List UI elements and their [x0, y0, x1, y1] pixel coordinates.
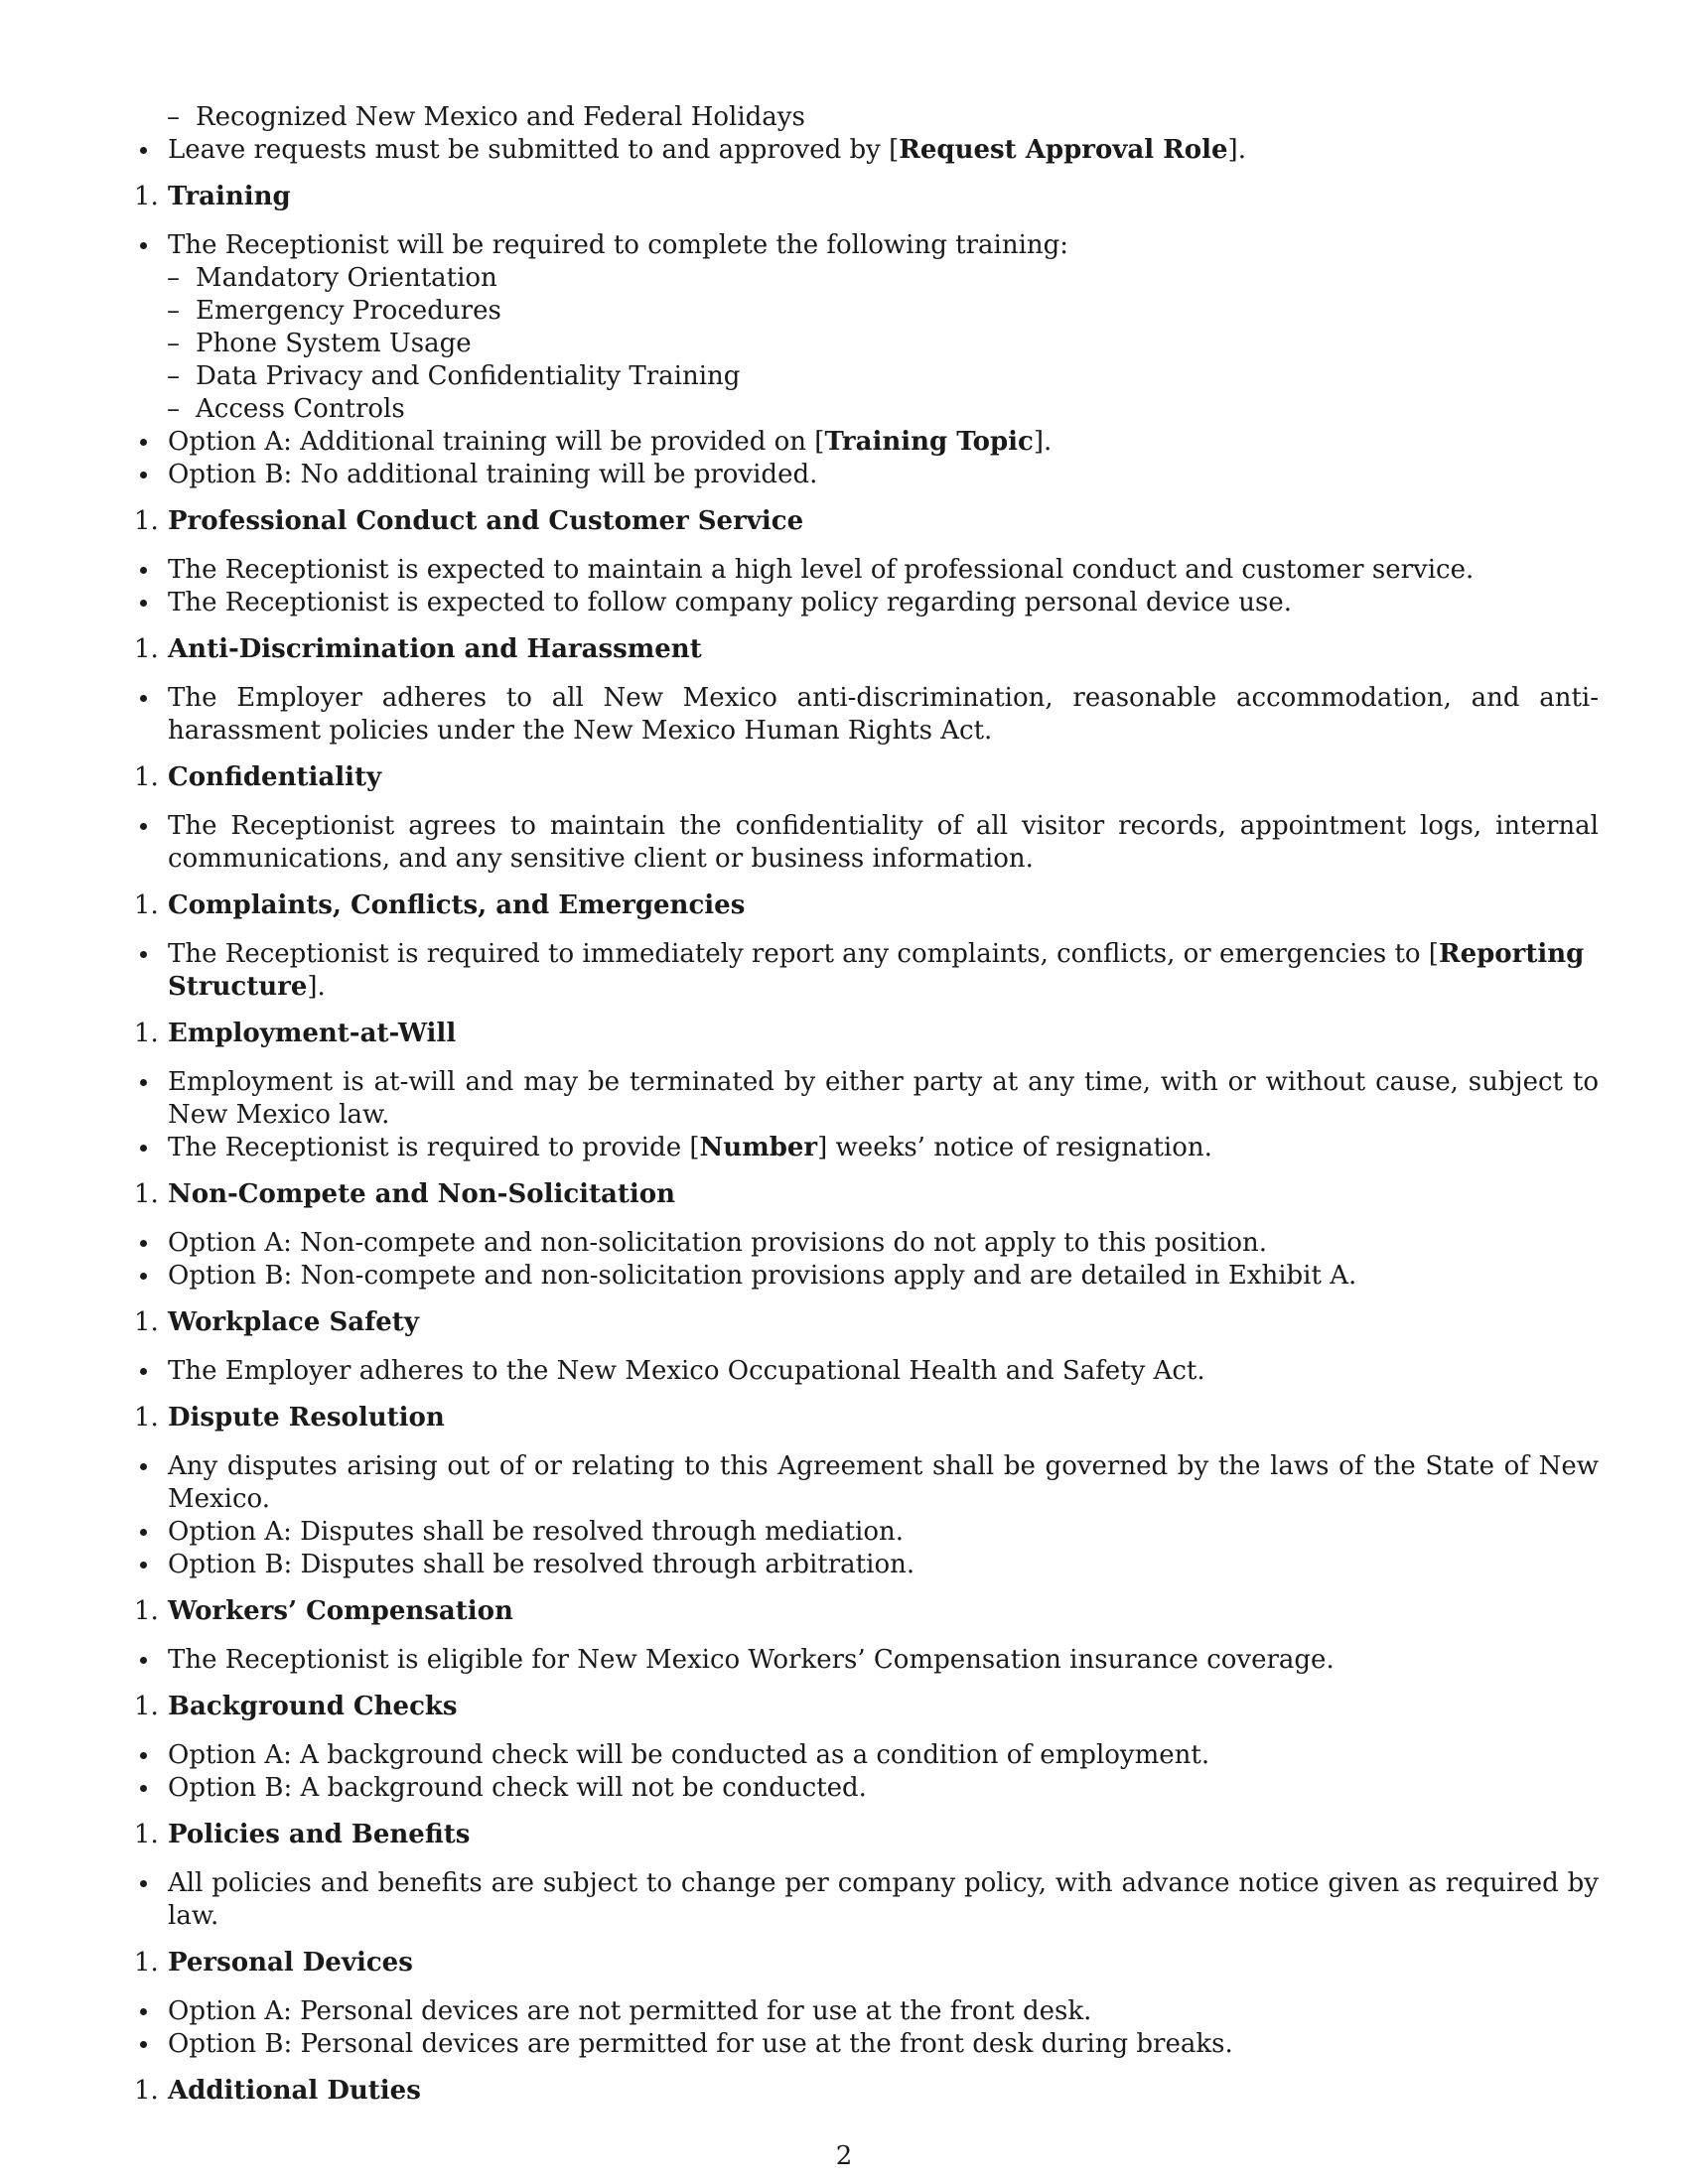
section-title: Personal Devices	[168, 1948, 413, 1978]
section-title: Dispute Resolution	[168, 1403, 445, 1433]
non-compete-list	[134, 1227, 1599, 1293]
section-heading-anti-discrimination: 1. Anti-Discrimination and Harassment	[134, 634, 702, 664]
employment-list	[134, 1066, 1599, 1164]
list-item: The Receptionist is eligible for New Mexico Workers’ Compensation insurance coverage.	[134, 1644, 1599, 1677]
list-item: Any disputes arising out of or relating to this Agreement shall be governed by the laws of the State of New Mexico.	[134, 1450, 1599, 1516]
section-title: Training	[168, 182, 291, 211]
list-item: – Emergency Procedures	[134, 295, 1599, 328]
list-item: Option B: Non-compete and non-solicitation provisions apply and are detailed in Exhibit A.	[134, 1260, 1599, 1293]
section-title: Non-Compete and Non-Solicitation	[168, 1179, 676, 1209]
leave-list	[134, 134, 1599, 167]
section-heading-training: 1. Training	[134, 182, 291, 211]
list-item: – Recognized New Mexico and Federal Holidays	[134, 101, 1599, 134]
section-heading-policies-benefits: 1. Policies and Benefits	[134, 1820, 471, 1849]
list-item: Option A: A background check will be conducted as a condition of employment.	[134, 1739, 1599, 1772]
section-heading-additional-duties: 1. Additional Duties	[134, 2076, 421, 2106]
list-item: The Receptionist will be required to complete the following training: – Mandatory Orientation – Emergency Procedures – Phone System Usage – Data Privacy and Confidentiality Training – Access Controls	[134, 229, 1599, 426]
section-heading-background-checks: 1. Background Checks	[134, 1692, 458, 1721]
list-item: – Phone System Usage	[134, 328, 1599, 360]
background-list	[134, 1739, 1599, 1805]
list-item: The Receptionist is expected to follow company policy regarding personal device use.	[134, 587, 1599, 619]
section-title: Additional Duties	[168, 2076, 421, 2106]
page-number: 2	[835, 2141, 853, 2171]
list-item: Option B: Disputes shall be resolved through arbitration.	[134, 1549, 1599, 1581]
compensation-list	[134, 1644, 1599, 1677]
list-item: The Receptionist is required to provide [Number] weeks’ notice of resignation.	[134, 1132, 1599, 1164]
section-title: Employment-at-Will	[168, 1019, 457, 1048]
policies-list	[134, 1867, 1599, 1933]
list-item: Leave requests must be submitted to and approved by [Request Approval Role].	[134, 134, 1599, 167]
training-list	[134, 229, 1599, 491]
section-title: Confidentiality	[168, 762, 382, 792]
section-title: Complaints, Conflicts, and Emergencies	[168, 890, 746, 920]
list-item: The Receptionist agrees to maintain the confidentiality of all visitor records, appointment logs, internal communications, and any sensitive client or business information.	[134, 810, 1599, 876]
section-title: Anti-Discrimination and Harassment	[168, 634, 702, 664]
list-item: Option A: Non-compete and non-solicitation provisions do not apply to this position.	[134, 1227, 1599, 1260]
list-item: The Employer adheres to the New Mexico Occupational Health and Safety Act.	[134, 1355, 1599, 1388]
section-heading-confidentiality: 1. Confidentiality	[134, 762, 382, 792]
document-content	[134, 101, 1599, 2123]
devices-list	[134, 1995, 1599, 2061]
list-item: Option A: Personal devices are not permitted for use at the front desk.	[134, 1995, 1599, 2028]
section-title: Workplace Safety	[168, 1307, 419, 1337]
list-item: – Data Privacy and Confidentiality Training	[134, 360, 1599, 393]
list-item: Option B: A background check will not be conducted.	[134, 1772, 1599, 1805]
section-heading-workplace-safety: 1. Workplace Safety	[134, 1307, 419, 1337]
section-title: Professional Conduct and Customer Service	[168, 506, 804, 536]
section-heading-complaints: 1. Complaints, Conflicts, and Emergencies	[134, 890, 746, 920]
list-item: Option B: Personal devices are permitted for use at the front desk during breaks.	[134, 2028, 1599, 2061]
section-title: Policies and Benefits	[168, 1820, 471, 1849]
conduct-list	[134, 554, 1599, 619]
section-heading-workers-compensation: 1. Workers’ Compensation	[134, 1596, 513, 1626]
list-item: Employment is at-will and may be terminated by either party at any time, with or without cause, subject to New Mexico law.	[134, 1066, 1599, 1132]
list-item: The Receptionist is required to immediately report any complaints, conflicts, or emergencies to [Reporting Structure].	[134, 938, 1599, 1004]
section-heading-dispute-resolution: 1. Dispute Resolution	[134, 1403, 445, 1433]
section-heading-personal-devices: 1. Personal Devices	[134, 1948, 413, 1978]
list-item: – Access Controls	[134, 393, 1599, 426]
list-item: – Mandatory Orientation	[134, 262, 1599, 295]
section-heading-employment-at-will: 1. Employment-at-Will	[134, 1019, 457, 1048]
list-item: The Employer adheres to all New Mexico anti-discrimination, reasonable accommodation, and anti-harassment policies under the New Mexico Human Rights Act.	[134, 682, 1599, 748]
confidentiality-list	[134, 810, 1599, 876]
training-sublist	[134, 262, 1599, 426]
section-title: Background Checks	[168, 1692, 458, 1721]
safety-list	[134, 1355, 1599, 1388]
dispute-list	[134, 1450, 1599, 1581]
list-item: All policies and benefits are subject to change per company policy, with advance notice given as required by law.	[134, 1867, 1599, 1933]
list-item: The Receptionist is expected to maintain a high level of professional conduct and customer service.	[134, 554, 1599, 587]
complaints-list	[134, 938, 1599, 1004]
list-item: Option B: No additional training will be provided.	[134, 459, 1599, 491]
section-title: Workers’ Compensation	[168, 1596, 513, 1626]
section-heading-professional-conduct: 1. Professional Conduct and Customer Service	[134, 506, 804, 536]
anti-discrimination-list	[134, 682, 1599, 748]
list-item: Option A: Additional training will be provided on [Training Topic].	[134, 426, 1599, 459]
list-item: Option A: Disputes shall be resolved through mediation.	[134, 1516, 1599, 1549]
section-heading-non-compete: 1. Non-Compete and Non-Solicitation	[134, 1179, 676, 1209]
holiday-sublist	[134, 101, 1599, 134]
